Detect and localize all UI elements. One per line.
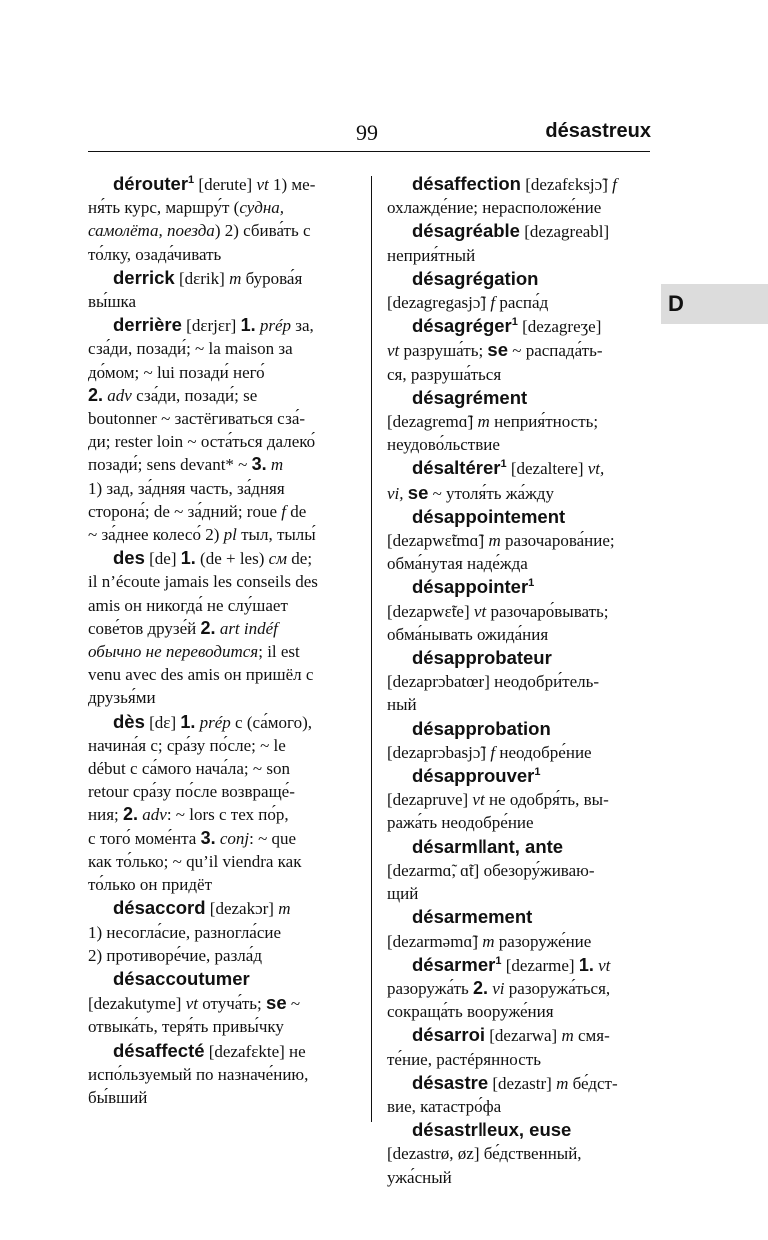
entry-line: ди; rester loin ~ оста́ться далеко́ xyxy=(88,432,316,452)
entry-line: то́лку, озада́чивать xyxy=(88,244,222,264)
dictionary-entry xyxy=(387,717,649,764)
entry-headword-line: désagrégation xyxy=(412,267,539,289)
entry-headword-line: derrick [dɛrik] m бурова́я xyxy=(113,266,303,288)
dictionary-entry xyxy=(387,505,649,576)
entry-line: ния; 2. adv: ~ lors с тех по́р, xyxy=(88,804,289,825)
entry-line: [dezaprɔbasjɔ̃] f неодобре́ние xyxy=(387,742,592,762)
entry-line: обма́нывать ожида́ния xyxy=(387,624,549,644)
entry-line: сокраща́ть вооруже́ния xyxy=(387,1002,554,1022)
entry-headword-line: désaltérer$^1$ [dezaltere] vt, xyxy=(412,457,605,479)
dictionary-entry xyxy=(387,835,649,906)
dictionary-entry xyxy=(88,1039,360,1110)
entry-line: vt разруша́ть; se ~ распада́ть- xyxy=(387,339,603,361)
left-column xyxy=(88,172,360,1109)
entry-headword-line: désarm‖ant, ante xyxy=(412,835,564,857)
entry-headword-line: désarroi [dezarwa] m смя- xyxy=(412,1024,610,1046)
entry-line: позади́; sens devant* ~ 3. m xyxy=(88,454,284,475)
entry-line: то́лько он придёт xyxy=(88,875,213,895)
entry-headword-line: désaffecté [dezafɛkte] не xyxy=(113,1039,306,1061)
dictionary-entry xyxy=(88,546,360,709)
entry-line: разоружа́ть 2. vi разоружа́ться, xyxy=(387,977,611,998)
entry-line: amis он никогда́ не слу́шает xyxy=(88,595,288,615)
dictionary-entry xyxy=(387,314,649,386)
entry-line: щий xyxy=(387,884,419,904)
entry-line: бы́вший xyxy=(88,1087,148,1107)
entry-line: ный xyxy=(387,695,417,715)
entry-headword-line: derrière [dɛrjɛr] 1. prép за, xyxy=(113,314,314,336)
entry-line: вы́шка xyxy=(88,292,137,312)
dictionary-entry xyxy=(387,267,649,314)
dictionary-entry xyxy=(387,905,649,952)
entry-headword-line: désaccoutumer xyxy=(113,967,250,989)
entry-line: как то́лько; ~ qu’il viendra как xyxy=(88,851,302,871)
entry-line: вие, катастро́фа xyxy=(387,1096,502,1116)
entry-line: 2. adv сза́ди, позади́; se xyxy=(88,384,258,405)
entry-headword-line: désarmer$^1$ [dezarme] 1. vt xyxy=(412,953,611,975)
entry-line: [dezapwɛ̃te] vt разочаро́вывать; xyxy=(387,601,609,621)
entry-headword-line: désastr‖eux, euse xyxy=(412,1119,572,1141)
entry-headword-line: désagréger$^1$ [dezagreʒe] xyxy=(412,315,602,337)
right-column xyxy=(387,172,649,1189)
entry-line: ужа́сный xyxy=(387,1167,452,1187)
entry-line: 1) несогла́сие, разногла́сие xyxy=(88,922,282,942)
entry-headword-line: dès [dɛ] 1. prép с (са́мого), xyxy=(113,710,313,732)
entry-line: boutonner ~ застёгиваться сза́- xyxy=(88,409,306,429)
column-divider xyxy=(371,176,372,1122)
entry-line: ня́ть курс, маршру́т (судна, xyxy=(88,198,285,218)
entry-headword-line: désapprobation xyxy=(412,717,551,739)
entry-line: [dezagremɑ̃] m неприя́тность; xyxy=(387,412,599,432)
dictionary-entry xyxy=(387,953,649,1024)
entry-line: il n’écoute jamais les conseils des xyxy=(88,572,318,592)
entry-line: [dezapwɛ̃tmɑ̃] m разочарова́ние; xyxy=(387,531,615,551)
entry-line: 1) зад, за́дняя часть, за́дняя xyxy=(88,478,285,498)
entry-line: начина́я с; сра́зу по́сле; ~ le xyxy=(88,735,286,755)
running-head: désastreux xyxy=(545,120,651,142)
entry-headword-line: désaccord [dezakɔr] m xyxy=(113,897,291,919)
entry-line: [dezarməmɑ̃] m разоруже́ние xyxy=(387,931,592,951)
page-number: 99 xyxy=(356,120,378,145)
dictionary-entry xyxy=(387,456,649,504)
entry-headword-line: désappointement xyxy=(412,505,566,527)
dictionary-entry xyxy=(387,646,649,717)
dictionary-entry xyxy=(88,266,360,313)
entry-headword-line: désastre [dezastr] m бе́дст- xyxy=(412,1071,618,1093)
entry-line: сове́тов друзе́й 2. art indéf xyxy=(88,617,278,638)
entry-headword-line: désarmement xyxy=(412,906,533,928)
entry-line: [dezapruve] vt не одобря́ть, вы- xyxy=(387,790,609,810)
entry-line: сза́ди, позади́; ~ la maison за xyxy=(88,339,293,359)
dictionary-entry xyxy=(387,219,649,266)
dictionary-entry xyxy=(88,313,360,546)
entry-headword-line: désaffection [dezafɛksjɔ̃] f xyxy=(412,173,617,194)
entry-line: до́мом; ~ lui позади́ него́ xyxy=(88,362,265,382)
entry-headword-line: dérouter$^1$ [derute] vt 1) ме- xyxy=(113,173,316,194)
entry-line: ~ за́днее колесо́ 2) pl тыл, тылы́ xyxy=(88,525,316,545)
header-rule xyxy=(88,151,650,152)
entry-line: обма́нутая наде́жда xyxy=(387,554,528,574)
thumb-index-letter: D xyxy=(668,291,684,316)
dictionary-entry xyxy=(387,764,649,835)
entry-line: ража́ть неодобре́ние xyxy=(387,813,534,833)
entry-headword-line: désagrément xyxy=(412,386,528,408)
dictionary-entry xyxy=(88,172,360,266)
entry-line: друзья́ми xyxy=(88,688,156,708)
entry-line: с того́ моме́нта 3. conj: ~ que xyxy=(88,827,297,848)
entry-line: охлажде́ние; нерасположе́ние xyxy=(387,198,602,218)
entry-line: неприя́тный xyxy=(387,245,476,265)
dictionary-entry xyxy=(387,386,649,457)
entry-line: début с са́мого нача́ла; ~ son xyxy=(88,759,290,779)
entry-headword-line: désappointer$^1$ xyxy=(412,576,535,598)
dictionary-entry xyxy=(88,710,360,897)
entry-headword-line: désapprobateur xyxy=(412,647,552,669)
entry-line: ся, разруша́ться xyxy=(387,364,502,384)
entry-line: самолёта, поезда) 2) сбива́ть с xyxy=(88,221,311,241)
entry-headword-line: désapprouver$^1$ xyxy=(412,765,541,787)
entry-line: retour сра́зу по́сле возвраще́- xyxy=(88,782,295,802)
entry-headword-line: désagréable [dezagreabl] xyxy=(412,220,610,242)
dictionary-entry xyxy=(88,967,360,1039)
entry-line: отвыка́ть, теря́ть привы́чку xyxy=(88,1017,284,1037)
entry-line: vi, se ~ утоля́ть жа́жду xyxy=(387,481,554,503)
entry-line: [dezastrø, øz] бе́дственный, xyxy=(387,1144,582,1164)
entry-headword-line: des [de] 1. (de + les) см de; xyxy=(113,547,313,569)
entry-line: [dezakutyme] vt отуча́ть; se ~ xyxy=(88,992,301,1014)
dictionary-entry xyxy=(88,896,360,967)
entry-line: venu avec des amis он пришёл с xyxy=(88,665,314,685)
dictionary-entry xyxy=(387,1023,649,1070)
entry-line: те́ние, растéрянность xyxy=(387,1049,541,1069)
entry-line: [dezarmɑ̃, ɑ̃t] обезору́живаю- xyxy=(387,860,595,880)
dictionary-entry xyxy=(387,1071,649,1118)
entry-line: испо́льзуемый по назначе́нию, xyxy=(88,1064,309,1084)
dictionary-entry xyxy=(387,172,649,219)
entry-line: 2) противоре́чие, разла́д xyxy=(88,945,262,965)
entry-line: обычно не переводится; il est xyxy=(88,642,300,662)
dictionary-entry xyxy=(387,575,649,646)
entry-line: неудово́льствие xyxy=(387,435,500,455)
entry-line: [dezagregasjɔ̃] f распа́д xyxy=(387,293,549,313)
entry-line: [dezaprɔbatœr] неодобри́тель- xyxy=(387,672,600,692)
dictionary-entry xyxy=(387,1118,649,1189)
entry-line: сторона́; de ~ за́дний; roue f de xyxy=(88,501,307,521)
